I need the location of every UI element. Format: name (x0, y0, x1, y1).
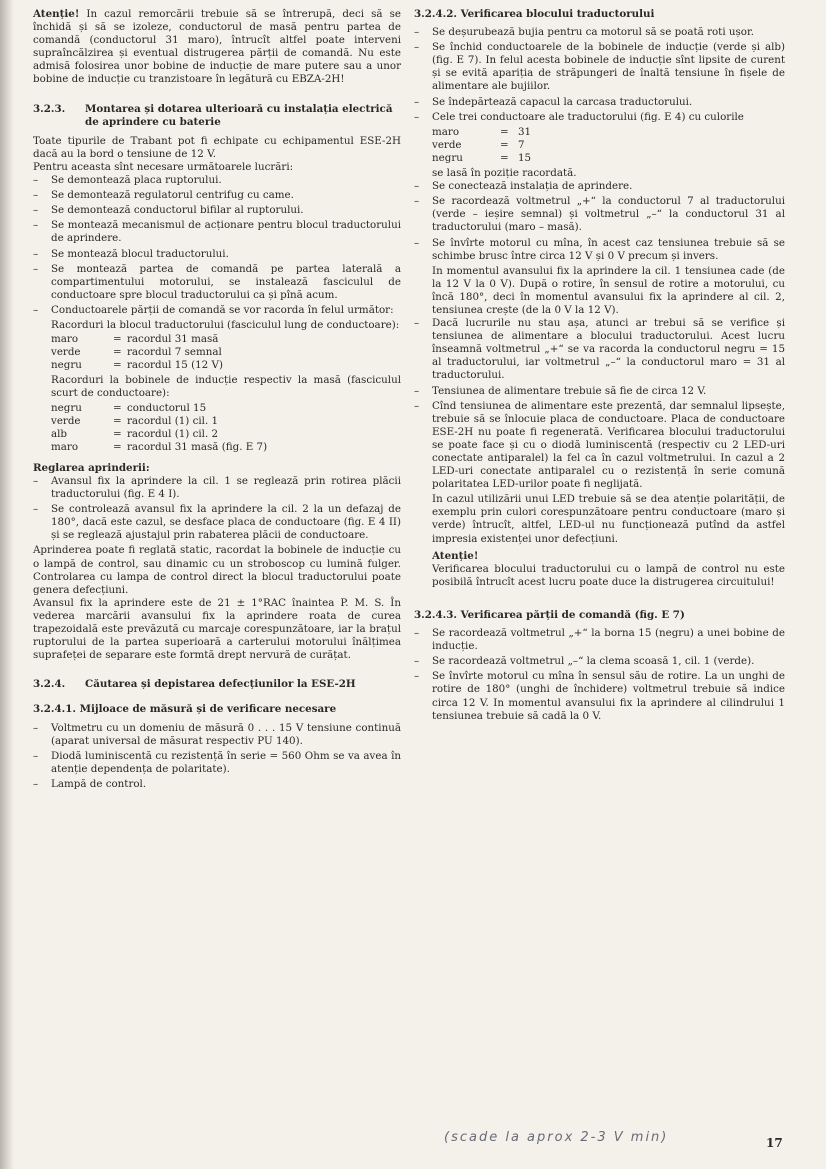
wire-table-long (51, 333, 223, 372)
list-item: – Se conectează instalația de aprindere. (414, 180, 785, 193)
wire-color-table (432, 126, 531, 165)
table-row: alb = racordul (1) cil. 2 (51, 427, 219, 440)
list-item: – Se închid conductoarele de la bobinele de inducție (verde și alb) (fig. E 7). In felul acesta bobinele de inducție sînt lipsite de curent și se evită apariția de străpungeri de înaltă tensiune în fișele de alimentare ale bujiilor. (414, 41, 785, 93)
instruments-list (33, 722, 401, 791)
left-column (33, 8, 401, 793)
table-row: verde = racordul (1) cil. 1 (51, 414, 219, 427)
list-item: – Se deșurubează bujia pentru ca motorul să se poată roti ușor. (414, 26, 785, 39)
table-row: maro = 31 (432, 125, 532, 138)
attention-label: Atenție! (432, 549, 479, 562)
list-item: – Voltmetru cu un domeniu de măsură 0 . . . 15 V tensiune continuă (aparat universal de măsurat respectiv PU 140). (33, 722, 401, 748)
attention-text: Verificarea blocului traductorului cu o lampă de control nu este posibilă întrucît acest lucru poate duce la distrugerea circuitului! (432, 562, 785, 588)
list-item: – Lampă de control. (33, 778, 401, 791)
paragraph: Avansul fix la aprindere este de 21 ± 1°RAC înaintea P. M. S. În vederea marcării avansului fix la aprindere roata de curea trapezoidală este prevăzută cu marcaje corespunzătoare, iar la brațul ruptorului de la partea superioară a carterului motorului înălțimea suprafeței de separare este formtă drept nervură de curățat. (33, 596, 401, 662)
racord-title-long: Racorduri la blocul traductorului (fasciculul lung de conductoare): (51, 318, 400, 331)
list-item: – Se racordează voltmetrul „+“ la borna 15 (negru) a unei bobine de inducție. (414, 627, 785, 653)
paragraph: Pentru aceasta sînt necesare următoarele lucrări: (33, 160, 294, 173)
table-row: verde = racordul 7 semnal (51, 346, 222, 359)
section-heading-3-2-3: 3.2.3. Montarea și dotarea ulterioară cu instalația electrică de aprindere cu baterie (33, 102, 393, 128)
wire-table-short (51, 402, 267, 454)
table-row: verde = 7 (432, 138, 525, 151)
reglare-heading: Reglarea aprinderii: (33, 461, 150, 474)
table-row: maro = racordul 31 masă (51, 333, 219, 346)
list-item: – Se îndepărtează capacul la carcasa traductorului. (414, 96, 785, 109)
work-list (33, 174, 401, 317)
list-item: – Se montează blocul traductorului. (33, 248, 401, 261)
page-number: 17 (766, 1136, 783, 1150)
paragraph: In momentul avansului fix la aprindere la cil. 1 tensiunea cade (de la 12 V la 0 V). După o rotire, în sensul de rotire a motorului, cu încă 180°, deci în momentul avansului fix la aprindere al cil. 2, tensiunea crește (de la 0 V la 12 V). (432, 264, 785, 316)
list-item: – Cînd tensiunea de alimentare este prezentă, dar semnalul lipsește, trebuie să se înlocuie placa de conductoare. Placa de conductoare ESE-2H nu poate fi regenerată. Verificarea blocului traductorului se poate face și cu o diodă luminiscentă (respectiv cu 2 LED-uri conectate antiparalel) la fel ca în cazul voltmetrului. In cazul a 2 LED-uri conectate antiparalel cu o rezistență în serie comună polaritatea LED-urilor poate fi neglijată. (414, 400, 785, 492)
list-item: – Se demontează placa ruptorului. (33, 174, 401, 187)
list-item: – Se demontează regulatorul centrifug cu came. (33, 189, 401, 202)
list-item: – Se învîrte motorul cu mîna în sensul său de rotire. La un unghi de rotire de 180° (unghi de închidere) voltmetrul trebuie să indice circa 12 V. In momentul avansului fix la aprindere al cilindrului 1 tensiunea trebuie să cadă la 0 V. (414, 670, 785, 722)
check-list-3 (414, 317, 785, 491)
section-heading-3-2-4-2: 3.2.4.2. Verificarea blocului traductorului (414, 8, 655, 20)
list-item: – Diodă luminiscentă cu rezistență în serie = 560 Ohm se va avea în atenție dependența de polaritate). (33, 750, 401, 776)
reglare-list (33, 475, 401, 542)
paragraph: Toate tipurile de Trabant pot fi echipate cu echipamentul ESE-2H dacă au la bord o tensiune de 12 V. (33, 134, 401, 160)
list-item: – Se montează mecanismul de acționare pentru blocul traductorului de aprindere. (33, 219, 401, 245)
paragraph: In cazul utilizării unui LED trebuie să se dea atenție polarității, de exemplu prin culori corespunzătoare pentru conductoare (maro și verde) întrucît, altfel, LED-ul nu funcționează putînd da astfel impresia existenței unor defecțiuni. (432, 493, 785, 545)
table-row: negru = racordul 15 (12 V) (51, 359, 223, 372)
list-item: – Dacă lucrurile nu stau așa, atunci ar trebui să se verifice și tensiunea de alimentare a blocului traductorului. Acest lucru înseamnă voltmetrul „+“ se va racorda la conductorul negru = 15 al traductorului, iar voltmetrul „–“ la conductorul maro = 31 al traductorului. (414, 317, 785, 382)
list-item: – Se montează partea de comandă pe partea laterală a compartimentului motorului, se instalează fasciculul de conductoare spre blocul traductorului ca și pînă acum. (33, 263, 401, 302)
table-row: negru = 15 (432, 151, 532, 164)
table-row: negru = conductorul 15 (51, 401, 207, 414)
section-heading-3-2-4-1: 3.2.4.1. Mijloace de măsură și de verificare necesare (33, 703, 337, 716)
list-item: – Se racordează voltmetrul „+“ la conductorul 7 al traductorului (verde – ieșire semnal) și voltmetrul „–“ la conductorul 31 al traductorului (maro – masă). (414, 195, 785, 234)
racord-title-short: Racorduri la bobinele de inducție respectiv la masă (fasciculul scurt de conductoare): (51, 374, 401, 400)
control-check-list (414, 627, 785, 723)
paragraph: se lasă în poziție racordată. (432, 167, 577, 180)
handwritten-note: (scade la aprox 2-3 V min) (444, 1130, 669, 1145)
list-item: – Cele trei conductoare ale traductorului (fig. E 4) cu culorile (414, 111, 785, 124)
list-item: – Avansul fix la aprindere la cil. 1 se reglează prin rotirea plăcii traductorului (fig. E 4 I). (33, 475, 401, 501)
list-item: – Conductoarele părții de comandă se vor racorda în felul următor: (33, 304, 401, 317)
check-list (414, 26, 785, 124)
list-item: – Tensiunea de alimentare trebuie să fie de circa 12 V. (414, 385, 785, 398)
list-item: – Se învîrte motorul cu mîna, în acest caz tensiunea trebuie să se schimbe brusc între circa 12 V și 0 V precum și invers. (414, 237, 785, 263)
section-heading-3-2-4: 3.2.4. Căutarea și depistarea defecțiunilor la ESE-2H (33, 678, 356, 691)
section-heading-3-2-4-3: 3.2.4.3. Verificarea părții de comandă (fig. E 7) (414, 608, 685, 621)
intro-paragraph: Atenție! In cazul remorcării trebuie să se întrerupă, deci să se închidă și să se izoleze, conductorul de masă pentru partea de comandă (conductorul 31 maro), întrucît altfel poate interveni supraîncălzirea și eventual distrugerea părții de comandă. Nu este admisă folosirea unor bobine de inducție de mare putere sau a unor bobine de inducție cu tranzistoare în legătură cu EBZA-2H! (33, 8, 401, 86)
paragraph: Aprinderea poate fi reglată static, racordat la bobinele de inducție cu o lampă de control, sau dinamic cu un stroboscop cu lumină fulger. Controlarea cu lampa de control direct la blocul traductorului poate genera defecțiuni. (33, 544, 401, 596)
table-row: maro = racordul 31 masă (fig. E 7) (51, 440, 268, 453)
page-binding-edge (0, 0, 14, 1169)
right-column (414, 8, 785, 725)
list-item: – Se racordează voltmetrul „–“ la clema scoasă 1, cil. 1 (verde). (414, 655, 785, 668)
list-item: – Se controlează avansul fix la aprindere la cil. 2 la un defazaj de 180°, dacă este cazul, se desface placa de conductoare (fig. E 4 II) și se reglează ajustajul prin rabaterea plăcii de conductoare. (33, 503, 401, 542)
list-item: – Se demontează conductorul bifilar al ruptorului. (33, 204, 401, 217)
check-list-2 (414, 180, 785, 263)
